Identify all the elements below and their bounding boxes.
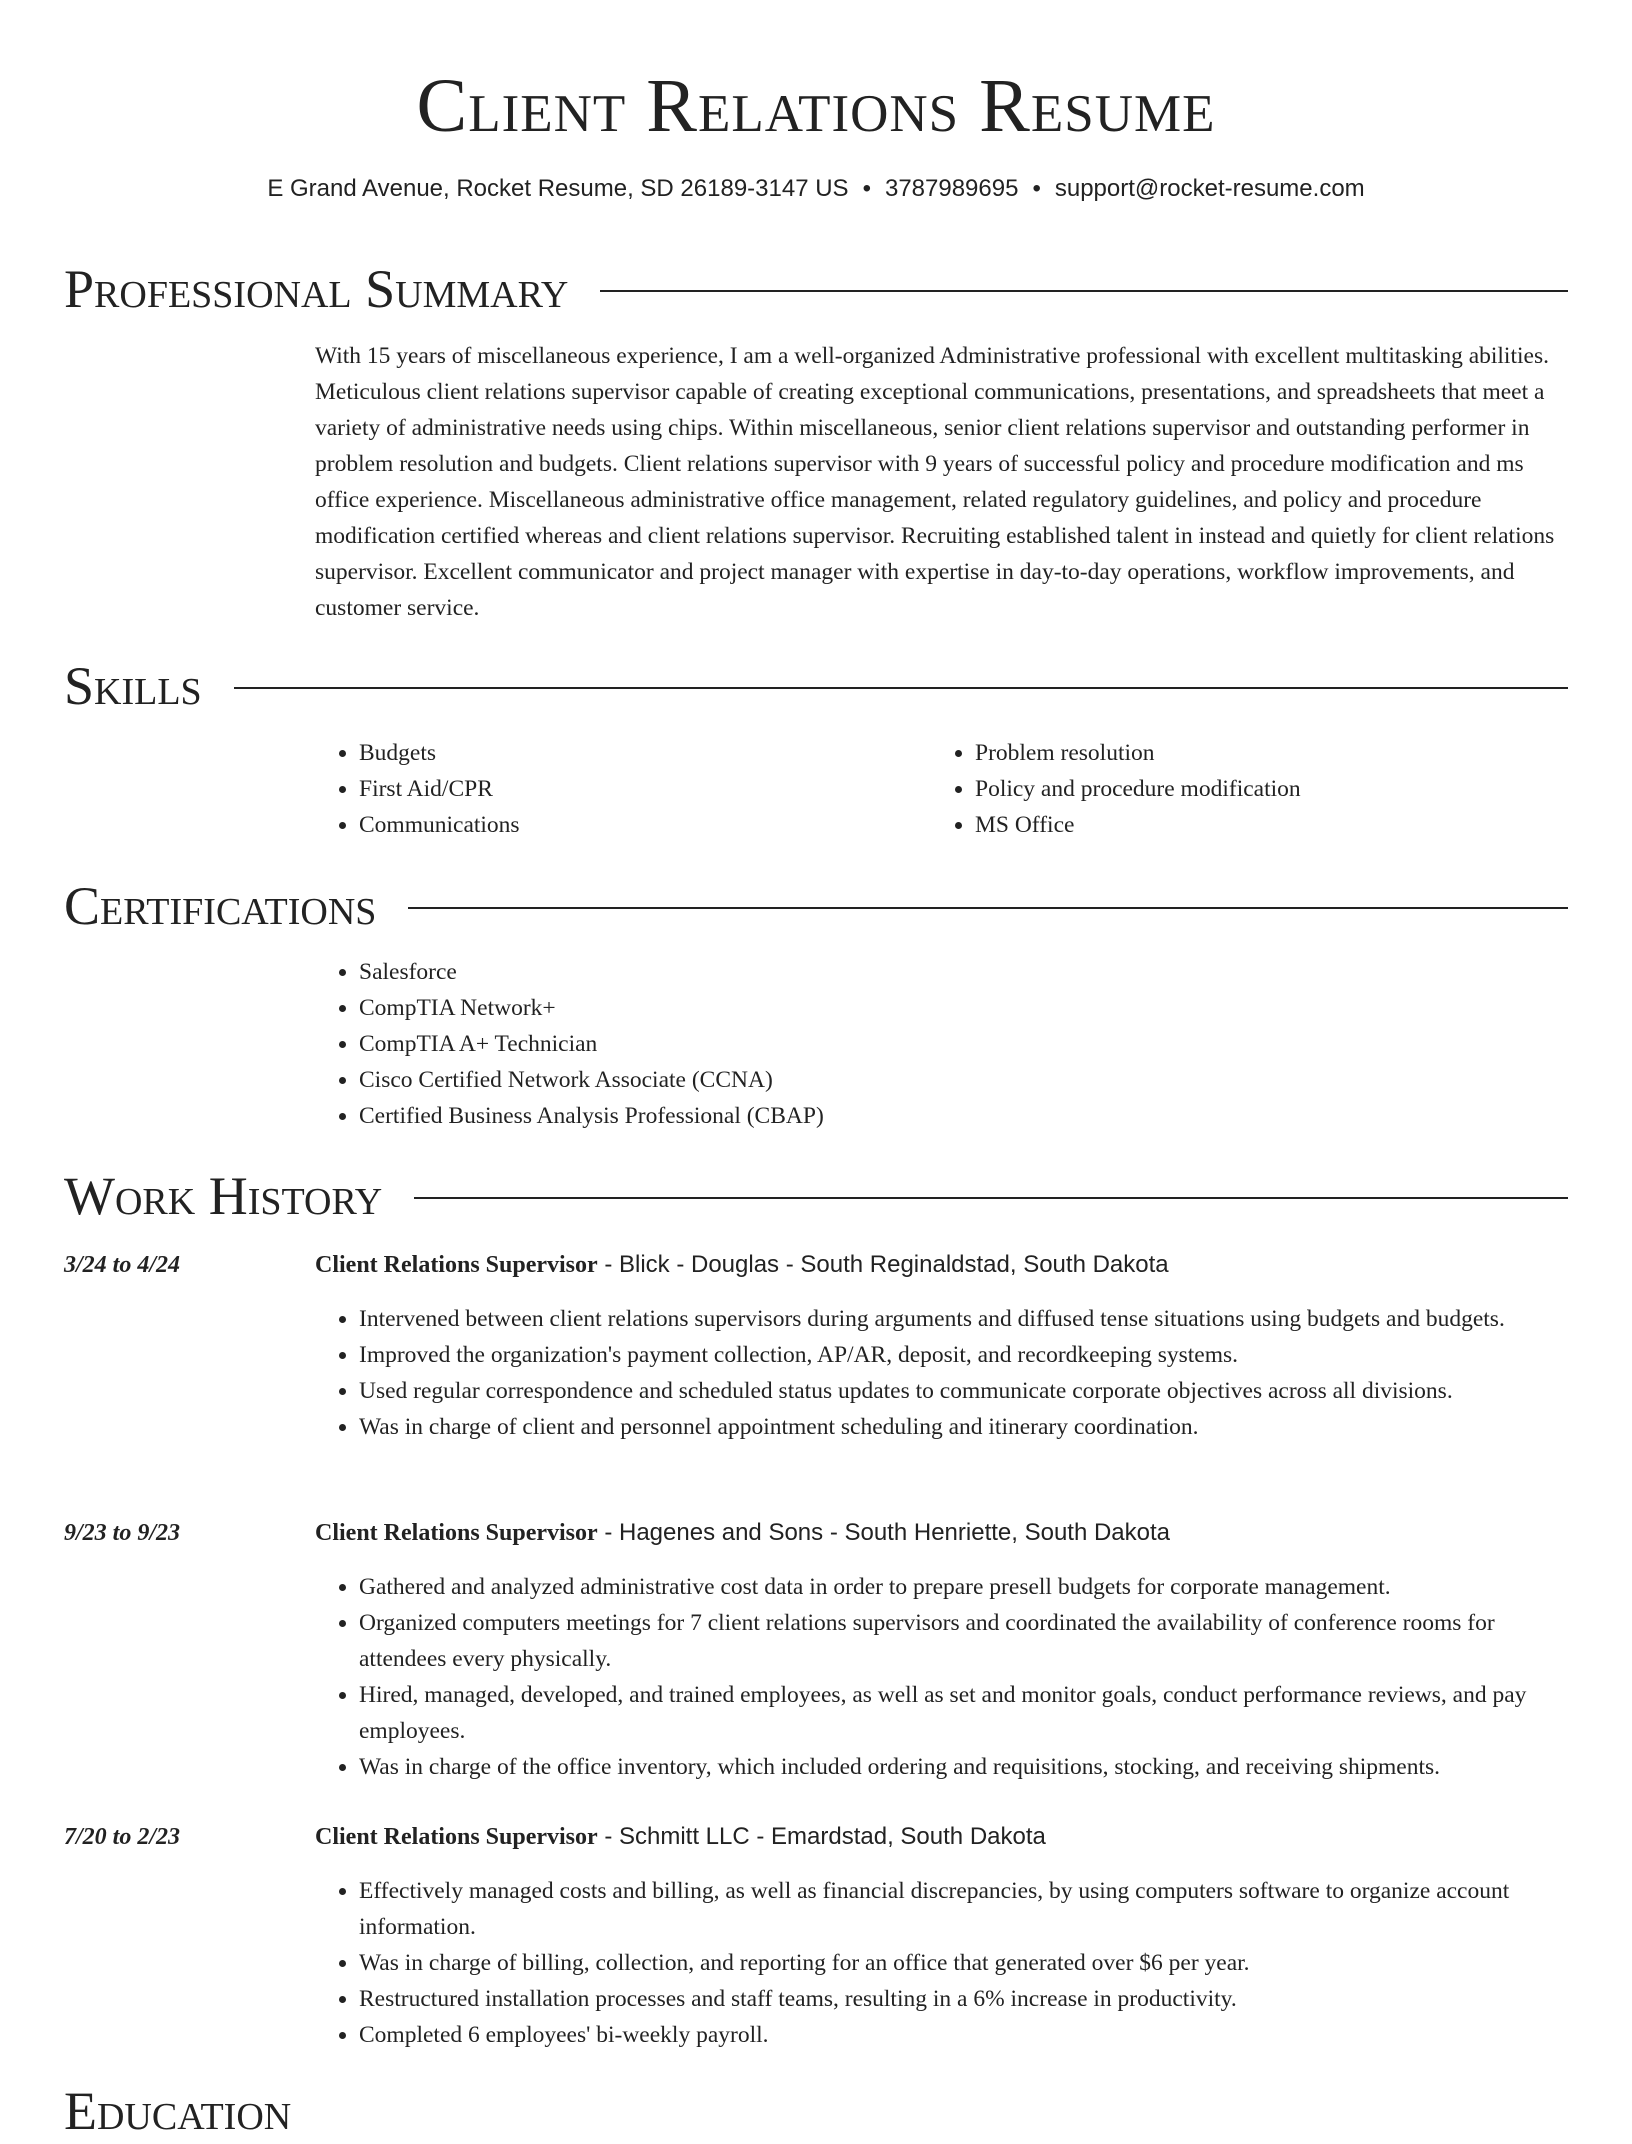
job-title: Client Relations Supervisor [315,1252,598,1278]
job-employer-location: - Hagenes and Sons - South Henriette, South Dakota [597,1519,1171,1546]
job-duty: • Was in charge of the office inventory, which included ordering and requisitions, stocking, and receiving shipments. [359,1749,1568,1785]
section-header-summary [64,256,1568,322]
contact-phone: 3787989695 [884,175,1019,202]
job-duties [315,1569,1568,1785]
job-duty: • Gathered and analyzed administrative cost data in order to prepare presell budgets for corporate management. [359,1569,1568,1605]
job-duty: • Used regular correspondence and scheduled status updates to communicate corporate objectives across all divisions. [359,1373,1568,1409]
contact-email: support@rocket-resume.com [1054,175,1365,202]
certification-item: • Cisco Certified Network Associate (CCNA) [359,1062,1568,1098]
job-duties-list [315,1873,1568,2053]
skill-item: • Policy and procedure modification [975,771,1568,807]
job-entry [64,1819,1568,2059]
skill-item: • MS Office [975,807,1568,843]
certification-item: • Salesforce [359,954,1568,990]
job-heading [315,1515,1170,1551]
job-employer-location: - Schmitt LLC - Emardstad, South Dakota [597,1823,1046,1850]
section-header-certifications [64,873,1568,939]
job-duty: • Was in charge of billing, collection, and reporting for an office that generated over $6 per year. [359,1945,1568,1981]
section-header-education [64,2078,1568,2144]
job-duties-list [315,1301,1568,1445]
job-employer-location: - Blick - Douglas - South Reginaldstad, South Dakota [597,1251,1169,1278]
contact-separator: • [862,175,871,202]
skill-item: • Communications [359,807,915,843]
section-title-skills: Skills [64,656,202,716]
job-title: Client Relations Supervisor [315,1520,598,1546]
job-duty: • Intervened between client relations supervisors during arguments and diffused tense situations using budgets and budgets. [359,1301,1568,1337]
contact-line [0,172,1632,206]
job-duty: • Was in charge of client and personnel appointment scheduling and itinerary coordination. [359,1409,1568,1445]
certification-item: • CompTIA A+ Technician [359,1026,1568,1062]
summary-text: With 15 years of miscellaneous experience, I am a well-organized Administrative professional with excellent multitasking abilities. Meticulous client relations supervisor capable of creating exceptional communications, presentations, and spreadsheets that meet a variety of administrative needs using chips. Within miscellaneous, senior client relations supervisor and outstanding performer in problem resolution and budgets. Client relations supervisor with 9 years of successful policy and procedure modification and ms office experience. Miscellaneous administrative office management, related regulatory guidelines, and policy and procedure modification certified whereas and client relations supervisor. Recruiting established talent in instead and quietly for client relations supervisor. Excellent communicator and project manager with expertise in day-to-day operations, workflow improvements, and customer service. [315,343,1555,621]
job-duties [315,1301,1568,1445]
job-title: Client Relations Supervisor [315,1824,598,1850]
section-header-skills [64,653,1568,719]
resume-name: Client Relations Resume [416,64,1216,148]
job-entry [64,1515,1568,1791]
skill-item: • Problem resolution [975,735,1568,771]
job-duty: • Completed 6 employees' bi-weekly payroll. [359,2017,1568,2053]
contact-address: E Grand Avenue, Rocket Resume, SD 26189-3147 US [267,175,849,202]
certification-item: • CompTIA Network+ [359,990,1568,1026]
job-heading [315,1819,1046,1855]
section-divider [234,687,1568,689]
skill-item: • Budgets [359,735,915,771]
job-duties-list [315,1569,1568,1785]
job-entry [64,1247,1568,1487]
skills-list-left [315,735,915,843]
skill-item: • First Aid/CPR [359,771,915,807]
certifications-block [315,954,1568,1134]
section-title-certifications: Certifications [64,876,377,936]
job-dates: 9/23 to 9/23 [64,1520,181,1546]
job-duty: • Effectively managed costs and billing, as well as financial discrepancies, by using computers software to organize account information. [359,1873,1568,1945]
section-header-work-history [64,1163,1568,1229]
job-duty: • Organized computers meetings for 7 client relations supervisors and coordinated the availability of conference rooms for attendees every physically. [359,1605,1568,1677]
section-title-work-history: Work History [64,1166,383,1226]
job-duty: • Restructured installation processes and staff teams, resulting in a 6% increase in productivity. [359,1981,1568,2017]
skills-list-right [931,735,1568,843]
section-title-education: Education [64,2081,292,2141]
job-heading [315,1247,1169,1283]
job-duty: • Improved the organization's payment collection, AP/AR, deposit, and recordkeeping systems. [359,1337,1568,1373]
section-divider [414,1197,1568,1199]
section-divider [408,907,1568,909]
skills-column-right [931,735,1568,843]
section-divider [600,290,1568,292]
certification-item: • Certified Business Analysis Professional (CBAP) [359,1098,1568,1134]
certifications-list [315,954,1568,1134]
job-duty: • Hired, managed, developed, and trained employees, as well as set and monitor goals, conduct performance reviews, and pay employees. [359,1677,1568,1749]
section-title-summary: Professional Summary [64,259,569,319]
skills-column-left [315,735,915,843]
job-duties [315,1873,1568,2053]
job-dates: 3/24 to 4/24 [64,1252,181,1278]
contact-separator: • [1032,175,1041,202]
job-dates: 7/20 to 2/23 [64,1824,181,1850]
